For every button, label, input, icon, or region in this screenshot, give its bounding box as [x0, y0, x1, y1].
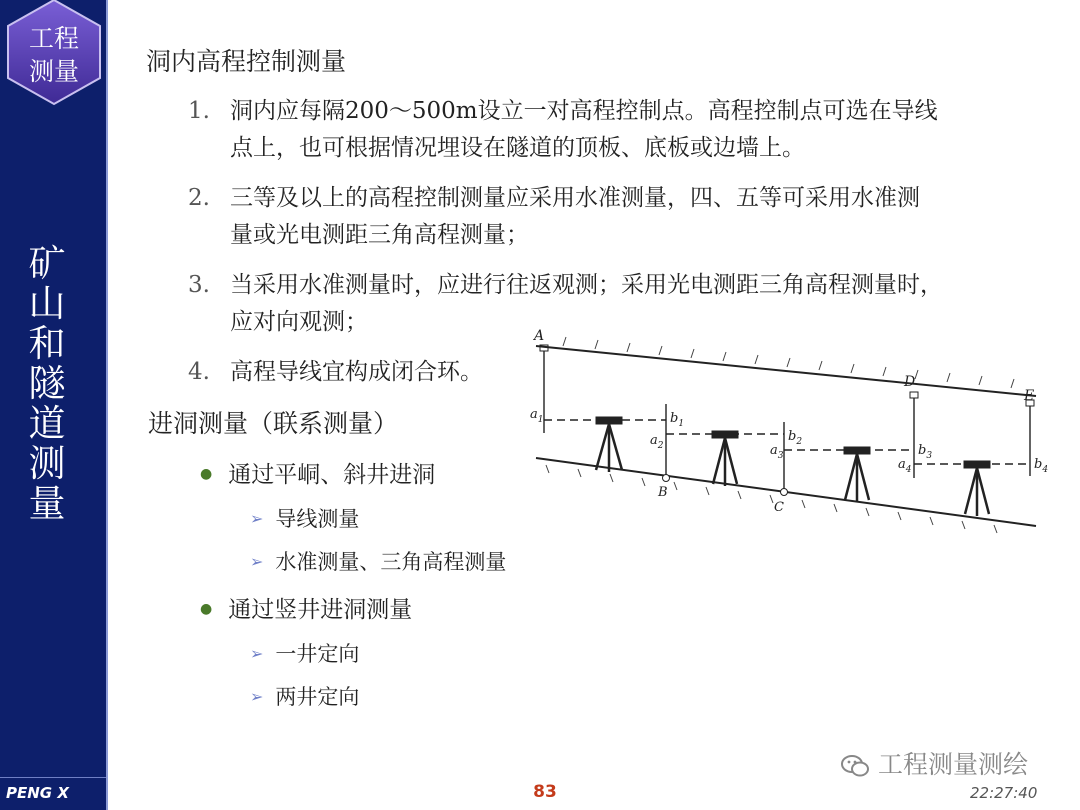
arrow-right-icon: ➢ — [250, 509, 264, 528]
label-b4: $b_4$ — [1034, 457, 1049, 475]
vtitle-char: 矿 — [28, 242, 66, 285]
label-D: D — [904, 374, 916, 390]
vtitle-char: 测 — [28, 442, 66, 485]
label-a1: $a_1$ — [530, 407, 544, 425]
watermark-text: 工程测量测绘 — [878, 750, 1029, 779]
item-number: 2. — [188, 185, 210, 211]
item-number: 4. — [188, 359, 210, 385]
label-b3: $b_3$ — [918, 443, 933, 461]
item-number: 3. — [188, 272, 210, 298]
label-b1: $b_1$ — [670, 411, 685, 429]
badge-title — [6, 22, 102, 88]
label-B: B — [658, 485, 668, 500]
item-text: 三等及以上的高程控制测量应采用水准测量，四、五等可采用水准测 — [230, 185, 920, 211]
clock-time: 22:27:40 — [970, 784, 1038, 802]
sub-item — [250, 638, 359, 668]
tunnel-leveling-diagram — [526, 318, 1049, 538]
arrow-right-icon: ➢ — [250, 687, 264, 706]
vtitle-char: 量 — [28, 482, 66, 525]
sub-item — [250, 503, 359, 533]
sub-text: 两井定向 — [275, 685, 360, 709]
sub-item — [250, 546, 506, 576]
floor-hatch — [546, 465, 997, 533]
bullet-text: 通过平峒、斜井进洞 — [228, 462, 436, 488]
benchmark-D — [910, 392, 918, 398]
item-number: 1. — [188, 98, 210, 124]
label-a2: $a_2$ — [650, 433, 664, 451]
item-text: 当采用水准测量时，应进行往返观测；采用光电测距三角高程测量时， — [230, 272, 943, 298]
vertical-chapter-title — [22, 244, 72, 524]
label-a4: $a_4$ — [898, 457, 912, 475]
item-text: 量或光电测距三角高程测量； — [230, 222, 529, 248]
level-instrument-2 — [712, 431, 738, 486]
label-E: E — [1024, 388, 1035, 404]
label-C: C — [774, 500, 784, 515]
bullet-item — [200, 456, 435, 489]
sub-text: 一井定向 — [275, 642, 360, 666]
page-number: 83 — [533, 782, 557, 802]
item-text: 应对向观测； — [230, 309, 368, 335]
label-a3: $a_3$ — [770, 443, 784, 461]
level-instrument-3 — [844, 447, 870, 502]
list-item — [188, 93, 1058, 167]
vtitle-char: 道 — [28, 402, 66, 445]
sub-text: 水准测量、三角高程测量 — [275, 550, 507, 574]
item-text: 点上，也可根据情况埋设在隧道的顶板、底板或边墙上。 — [230, 135, 805, 161]
arrow-right-icon: ➢ — [250, 552, 264, 571]
label-A: A — [534, 328, 545, 344]
roof-hatch — [563, 337, 1014, 388]
arrow-right-icon: ➢ — [250, 644, 264, 663]
watermark — [840, 745, 1028, 781]
level-instrument-1 — [596, 417, 622, 472]
item-text: 洞内应每隔200～500m设立一对高程控制点。高程控制点可选在导线 — [230, 98, 938, 124]
wechat-icon — [840, 753, 870, 779]
badge-line-2: 测量 — [28, 57, 79, 86]
bullet-dot-icon: ● — [200, 601, 213, 617]
vtitle-char: 山 — [28, 282, 66, 325]
vtitle-char: 隧 — [28, 362, 66, 405]
sidebar-divider — [106, 0, 108, 810]
tunnel-roof-line — [536, 346, 1036, 396]
list-item — [188, 180, 1058, 254]
benchmark-C — [781, 489, 788, 496]
bullet-item — [200, 591, 412, 624]
badge-line-1: 工程 — [28, 24, 79, 53]
footer-rule — [0, 777, 106, 778]
list-item — [188, 354, 528, 391]
sub-item — [250, 681, 359, 711]
item-text: 高程导线宜构成闭合环。 — [230, 359, 483, 385]
sub-text: 导线测量 — [275, 507, 360, 531]
bullet-text: 通过竖井进洞测量 — [228, 597, 413, 623]
bullet-dot-icon: ● — [200, 466, 213, 482]
vtitle-char: 和 — [28, 322, 66, 365]
section-heading-tunnel-entry: 进洞测量（联系测量） — [148, 409, 399, 438]
label-b2: $b_2$ — [788, 429, 803, 447]
level-instrument-4 — [964, 461, 990, 516]
section-heading-elevation: 洞内高程控制测量 — [146, 47, 347, 76]
author-label: PENG X — [6, 784, 69, 802]
benchmark-B — [663, 475, 670, 482]
